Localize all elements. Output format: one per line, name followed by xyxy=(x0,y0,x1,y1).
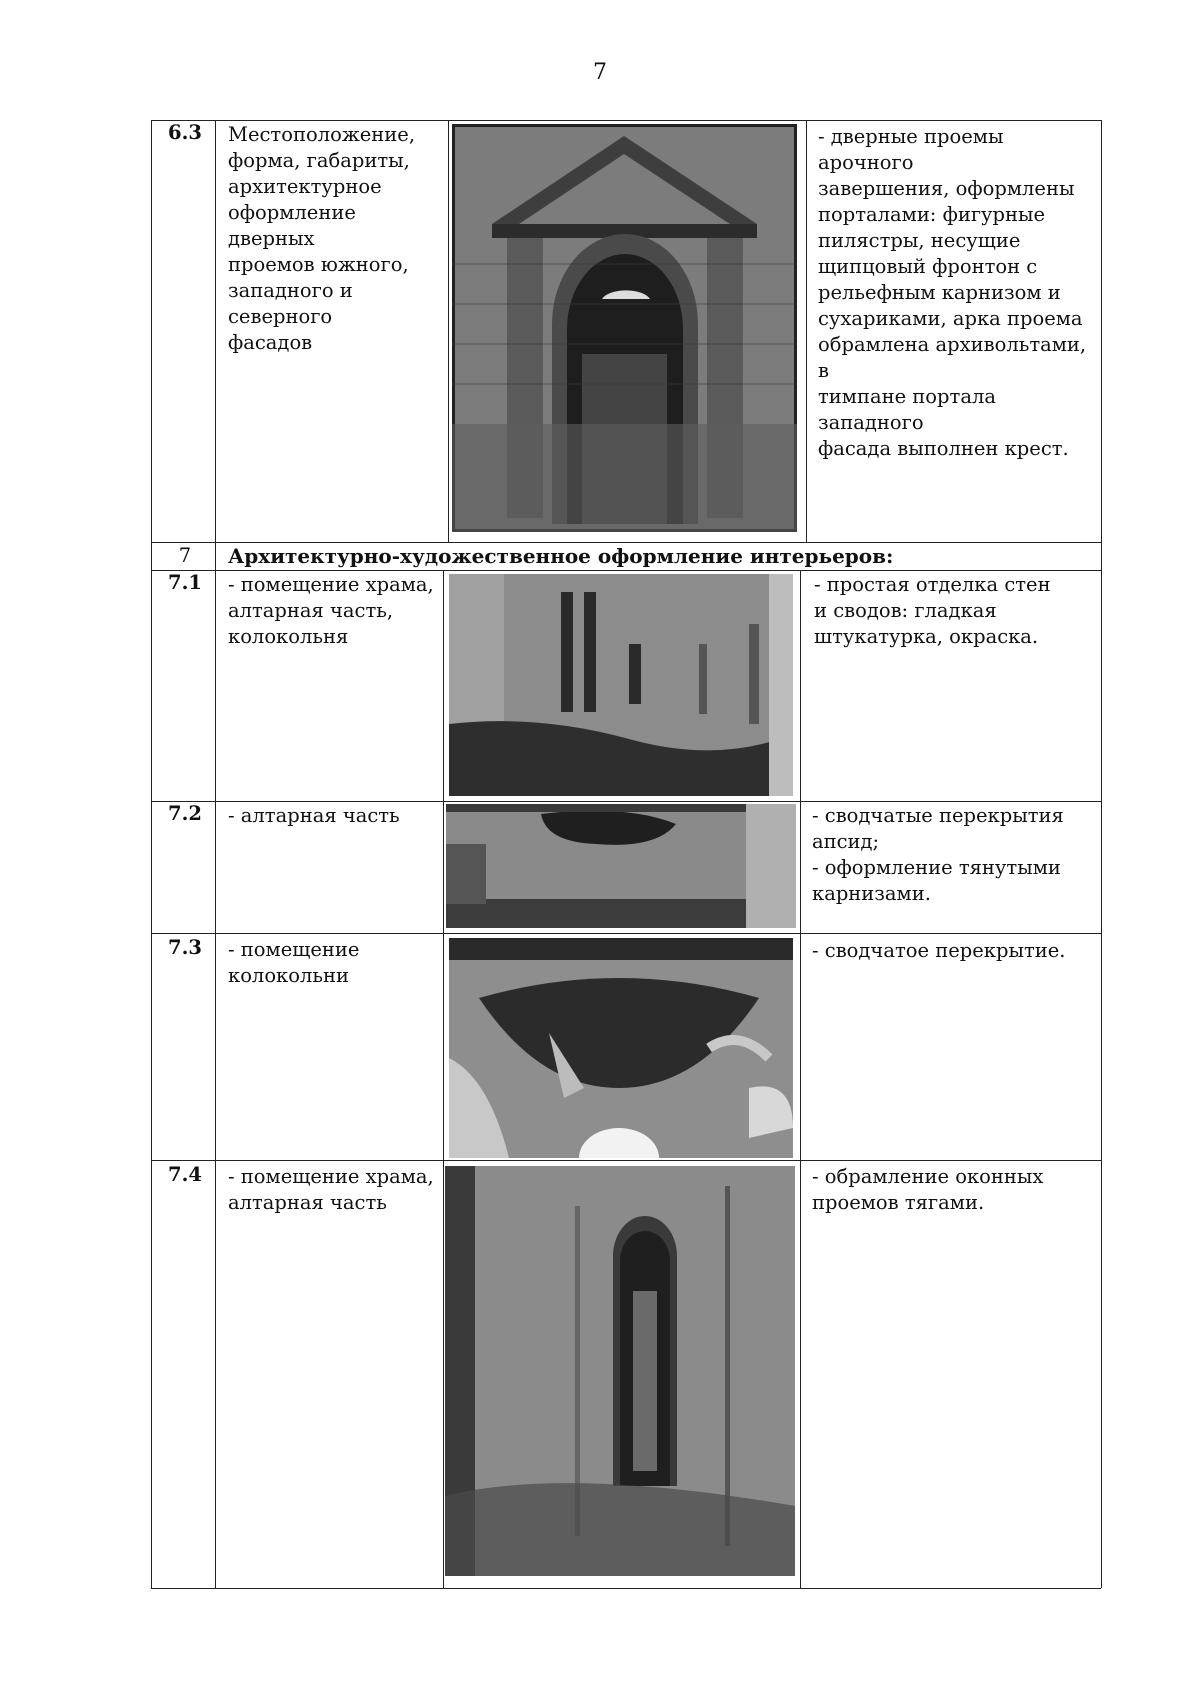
row-title: - алтарная часть xyxy=(228,804,400,827)
row-description: - дверные проемы арочного завершения, оформлены порталами: фигурные пилястры, несущие щипцовый фронтон с рельефным карнизом и сухариками, арка проема обрамлена архивольтами, в тимпане портала западного фасада выполнен крест. xyxy=(818,125,1087,460)
row-divider xyxy=(151,1160,1101,1161)
photo-altar-vault xyxy=(446,804,796,928)
column-divider xyxy=(215,120,216,1588)
section-heading: Архитектурно-художественное оформление интерьеров: xyxy=(228,544,894,568)
row-title: - помещение храма, алтарная часть, колокольня xyxy=(228,573,434,648)
row-divider xyxy=(151,801,1101,802)
column-divider xyxy=(448,120,449,542)
photo-window-frame xyxy=(445,1166,795,1576)
row-description: - обрамление оконных проемов тягами. xyxy=(812,1165,1044,1214)
column-divider xyxy=(806,120,807,542)
row-title: Местоположение, форма, габариты, архитектурное оформление дверных проемов южного, западного и северного фасадов xyxy=(228,123,416,354)
photo-door-portal xyxy=(452,124,797,532)
table-border-top xyxy=(151,120,1101,121)
row-number: 7.1 xyxy=(168,571,202,594)
row-title: - помещение храма, алтарная часть xyxy=(228,1165,434,1214)
table-border-bottom xyxy=(151,1588,1101,1589)
column-divider xyxy=(443,570,444,1588)
row-number: 7.3 xyxy=(168,936,202,959)
photo-interior-walls xyxy=(449,574,793,796)
row-divider xyxy=(151,933,1101,934)
column-divider xyxy=(800,570,801,1588)
section-number: 7 xyxy=(178,544,192,567)
row-divider xyxy=(151,570,1101,571)
row-number: 7.4 xyxy=(168,1163,202,1186)
row-description: - сводчатое перекрытие. xyxy=(812,939,1066,962)
table-border-left xyxy=(151,120,152,1588)
row-description: - простая отделка стен и сводов: гладкая штукатурка, окраска. xyxy=(814,573,1051,648)
row-number: 6.3 xyxy=(168,121,202,144)
row-title: - помещение колокольни xyxy=(228,938,360,987)
table-border-right xyxy=(1101,120,1102,1588)
row-number: 7.2 xyxy=(168,802,202,825)
photo-bell-tower-vault xyxy=(449,938,793,1158)
page-number: 7 xyxy=(593,60,607,85)
row-description: - сводчатые перекрытия апсид; - оформление тянутыми карнизами. xyxy=(812,804,1064,905)
